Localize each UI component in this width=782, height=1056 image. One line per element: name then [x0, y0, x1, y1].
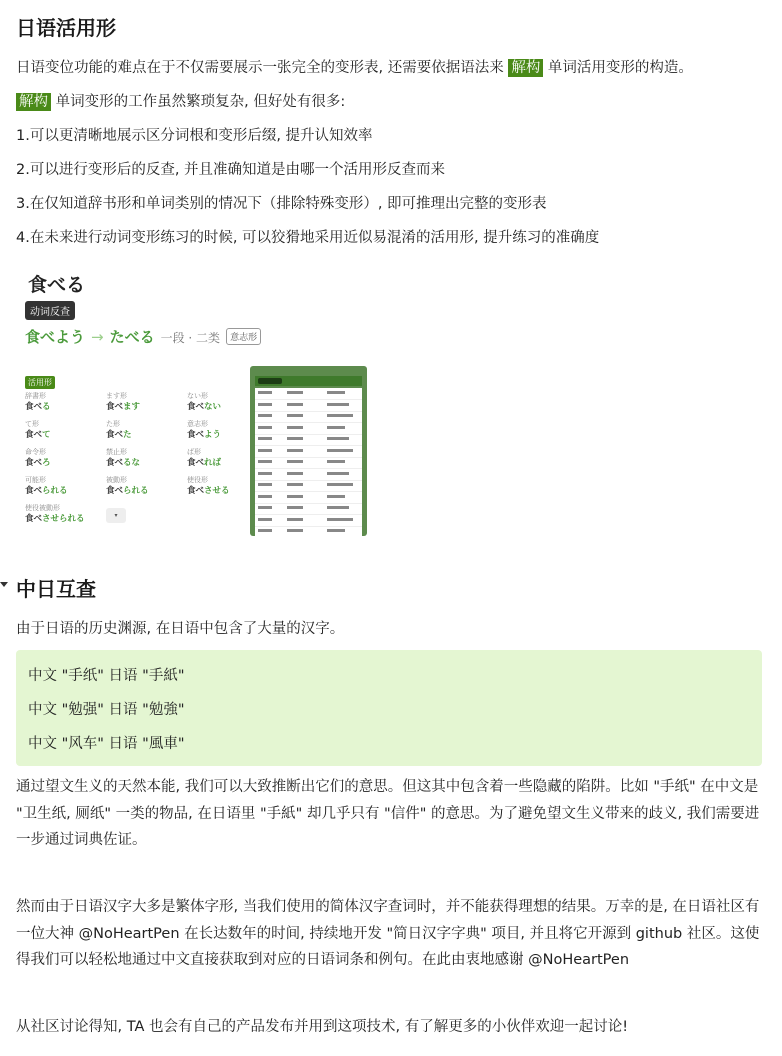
- form-value: 食べる: [25, 402, 51, 412]
- highlight-term: 解构: [16, 93, 51, 111]
- mobile-row-text: [327, 391, 345, 394]
- mobile-row-text: [287, 472, 303, 475]
- form-name: 被動形: [106, 476, 127, 484]
- mobile-row-text: [258, 437, 272, 440]
- form-value: 食べよう: [187, 430, 222, 440]
- paragraph-pitfalls: 通过望文生义的天然本能, 我们可以大致推断出它们的意思。但这其中包含着一些隐藏的陷阱。比如 "手纸" 在中文是 "卫生纸, 厕纸" 一类的物品, 在日语里 "手紙" 却几乎只有 "信件" 的意思。为了避免望文生义带来的歧义, 我们需要进一步通过词典佐证。: [16, 779, 760, 848]
- mobile-row-text: [327, 437, 349, 440]
- mobile-row-text: [327, 529, 345, 532]
- form-value: 食べます: [106, 402, 141, 412]
- mobile-header: [255, 376, 362, 386]
- mobile-row-text: [258, 518, 272, 521]
- mobile-row-text: [327, 460, 345, 463]
- form-name: ない形: [187, 392, 208, 400]
- word-heading: 食べる: [28, 274, 86, 296]
- mobile-row: [255, 388, 362, 400]
- form-value: 食べた: [106, 430, 132, 440]
- form-suffix: よう: [204, 430, 222, 440]
- mobile-row-text: [258, 506, 272, 509]
- mobile-row-text: [287, 403, 303, 406]
- form-value: 食べさせる: [187, 486, 230, 496]
- form-name: て形: [25, 420, 39, 428]
- list-item: 2.可以进行变形后的反查, 并且准确知道是由哪一个活用形反查而来: [16, 162, 446, 178]
- mobile-row-text: [327, 506, 349, 509]
- conjugation-line: [25, 326, 261, 347]
- mobile-row-text: [258, 414, 272, 417]
- mobile-row-text: [327, 449, 353, 452]
- mobile-row-text: [258, 529, 272, 532]
- conjugation-cell: [106, 392, 186, 413]
- mobile-row: [255, 446, 362, 458]
- form-value: 食べれば: [187, 458, 222, 468]
- mobile-row-text: [258, 391, 272, 394]
- list-item: 3.在仅知道辞书形和单词类别的情况下（排除特殊变形）, 即可推理出完整的变形表: [16, 196, 547, 212]
- form-name: 可能形: [25, 476, 46, 484]
- form-suffix: させる: [204, 486, 230, 496]
- mobile-row: [255, 492, 362, 504]
- mobile-row-text: [287, 506, 303, 509]
- form-suffix: ろ: [42, 458, 51, 468]
- mobile-row: [255, 457, 362, 469]
- form-name: 命令形: [25, 448, 46, 456]
- highlight-term: 解构: [508, 59, 543, 77]
- paragraph-intro-text-end: 单词活用变形的构造。: [543, 60, 693, 76]
- mobile-row-text: [258, 403, 272, 406]
- form-suffix: れば: [204, 458, 222, 468]
- mobile-tab: [258, 378, 282, 384]
- mobile-row-text: [287, 391, 303, 394]
- conjugation-chip: 活用形: [25, 376, 55, 389]
- mobile-row: [255, 411, 362, 423]
- conjugation-cell: [25, 392, 105, 413]
- conjugation-screenshot: [24, 268, 384, 540]
- form-suffix: た: [123, 430, 132, 440]
- mobile-row: [255, 480, 362, 492]
- mobile-list: [255, 388, 362, 536]
- paragraph-community: 从社区讨论得知, TA 也会有自己的产品发布并用到这项技术, 有了解更多的小伙伴欢迎一起讨论!: [16, 1019, 629, 1035]
- mobile-row-text: [287, 449, 303, 452]
- form-value: 食べられる: [25, 486, 68, 496]
- conjugation-cell: [25, 476, 105, 497]
- paragraph-history: 由于日语的历史渊源, 在日语中包含了大量的汉字。: [16, 621, 345, 637]
- paragraph-benefits: [16, 92, 345, 112]
- form-suffix: ます: [123, 402, 141, 412]
- form-name: ます形: [106, 392, 127, 400]
- mobile-row-text: [327, 414, 353, 417]
- mobile-row: [255, 423, 362, 435]
- form-name: 使役形: [187, 476, 208, 484]
- example-callout: [16, 650, 762, 766]
- mobile-row: [255, 515, 362, 527]
- form-suffix: て: [42, 430, 51, 440]
- paragraph-intro: [16, 58, 693, 78]
- mobile-row-text: [327, 403, 349, 406]
- mobile-row-text: [327, 495, 345, 498]
- list-item: 4.在未来进行动词变形练习的时候, 可以狡猾地采用近似易混淆的活用形, 提升练习的准确度: [16, 230, 600, 246]
- example-line: 中文 "勉强" 日语 "勉強": [28, 702, 185, 718]
- example-line: 中文 "手纸" 日语 "手紙": [28, 668, 185, 684]
- mobile-row-text: [287, 437, 303, 440]
- mobile-row-text: [258, 472, 272, 475]
- mobile-row-text: [287, 483, 303, 486]
- chevron-down-icon[interactable]: ▾: [106, 508, 126, 523]
- mobile-row-text: [258, 426, 272, 429]
- form-value: 食べて: [25, 430, 51, 440]
- form-name: ば形: [187, 448, 201, 456]
- mobile-row-text: [258, 495, 272, 498]
- form-value: 食べない: [187, 402, 222, 412]
- mobile-row-text: [327, 426, 345, 429]
- mobile-row: [255, 400, 362, 412]
- form-value: 食べられる: [106, 486, 149, 496]
- form-badge: 意志形: [226, 328, 261, 345]
- mobile-row-text: [258, 449, 272, 452]
- conjugation-cell: [106, 420, 186, 441]
- mobile-row-text: [287, 518, 303, 521]
- reverse-lookup-tag: 动词反查: [25, 301, 75, 320]
- section-title-cn-jp: 中日互查: [16, 577, 96, 601]
- paragraph-dictionary: 然而由于日语汉字大多是繁体字形, 当我们使用的简体汉字查词时，并不能获得理想的结果。万幸的是, 在日语社区有一位大神 @NoHeartPen 在长达数年的时间, 持续地开发 "简日汉字字典" 项目, 并且将它开源到 github 社区。这使得我们可以轻松地通过中文直接获取到对应的日语词条和例句。在此由衷地感谢 @NoHeartPen: [16, 899, 760, 968]
- form-name: 辞書形: [25, 392, 46, 400]
- dictionary-form: たべる: [109, 328, 155, 346]
- conjugation-cell: [25, 448, 105, 469]
- mobile-row-text: [327, 483, 353, 486]
- section-title-conjugation: 日语活用形: [16, 16, 116, 40]
- form-suffix: ない: [204, 402, 222, 412]
- collapse-caret-icon[interactable]: [0, 582, 8, 587]
- conjugation-cell: [106, 448, 186, 469]
- mobile-preview-image: [250, 366, 367, 536]
- mobile-row-text: [258, 483, 272, 486]
- conjugation-cell: [106, 476, 186, 497]
- mobile-row: [255, 469, 362, 481]
- paragraph-benefits-text: 单词变形的工作虽然繁琐复杂, 但好处有很多:: [51, 94, 346, 110]
- form-name: た形: [106, 420, 120, 428]
- word-class: 一段 · 二类: [160, 331, 221, 345]
- form-name: 意志形: [187, 420, 208, 428]
- mobile-row-text: [287, 414, 303, 417]
- form-value: 食べさせられる: [25, 514, 85, 524]
- conjugated-form: 食べよう: [25, 328, 86, 346]
- form-suffix: られる: [42, 486, 68, 496]
- mobile-row-text: [258, 460, 272, 463]
- paragraph-intro-text: 日语变位功能的难点在于不仅需要展示一张完全的变形表, 还需要依据语法来: [16, 60, 509, 76]
- form-suffix: る: [42, 402, 51, 412]
- mobile-row-text: [287, 529, 303, 532]
- form-suffix: られる: [123, 486, 149, 496]
- form-value: 食べるな: [106, 458, 141, 468]
- mobile-row: [255, 503, 362, 515]
- mobile-row-text: [287, 460, 303, 463]
- list-item: 1.可以更清晰地展示区分词根和变形后缀, 提升认知效率: [16, 128, 373, 144]
- arrow-icon: →: [91, 328, 104, 346]
- mobile-row: [255, 526, 362, 536]
- form-suffix: るな: [123, 458, 141, 468]
- mobile-row: [255, 434, 362, 446]
- conjugation-cell: [25, 420, 105, 441]
- mobile-row-text: [327, 518, 353, 521]
- form-suffix: させられる: [42, 514, 85, 524]
- form-value: 食べろ: [25, 458, 51, 468]
- mobile-row-text: [287, 426, 303, 429]
- form-name: 禁止形: [106, 448, 127, 456]
- example-line: 中文 "风车" 日语 "風車": [28, 736, 185, 752]
- form-name: 使役被動形: [25, 504, 60, 512]
- mobile-row-text: [287, 495, 303, 498]
- mobile-row-text: [327, 472, 349, 475]
- conjugation-cell: [25, 504, 105, 525]
